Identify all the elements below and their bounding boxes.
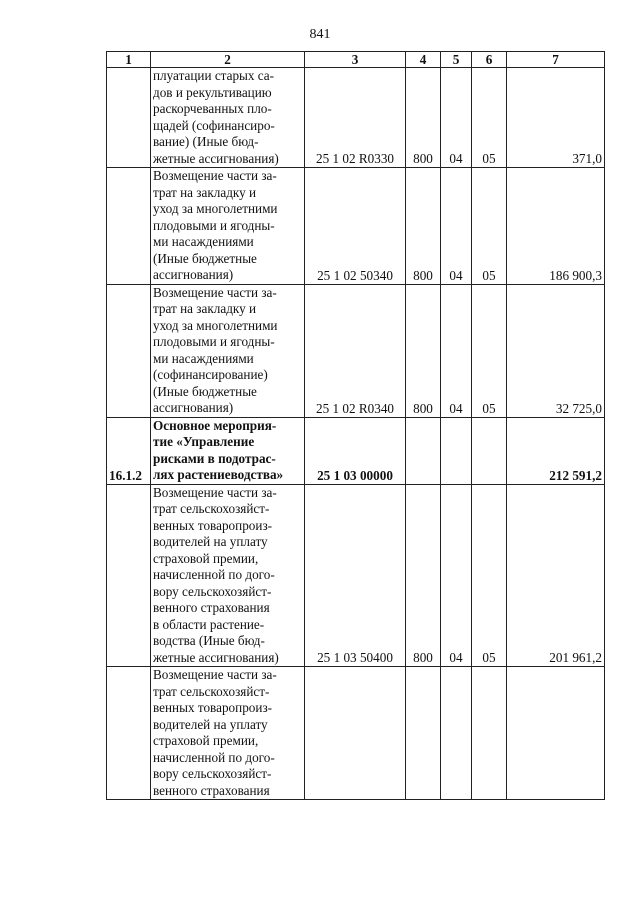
row-name-line: венных товаропроиз-	[153, 517, 273, 533]
row-number-cell: 16.1.2	[107, 417, 151, 484]
row-name-line: страховой премии,	[153, 733, 259, 748]
row-name-line: вание) (Иные бюд-	[153, 134, 259, 149]
row-name-line: страховой премии,	[153, 550, 259, 566]
row-col6-cell	[472, 667, 507, 800]
row-name-line: ми насаждениями	[153, 350, 254, 366]
header-col-5: 5	[441, 52, 472, 68]
row-col4-cell: 800	[406, 168, 441, 285]
header-col-1: 1	[107, 52, 151, 68]
row-code-cell: 25 1 02 R0340	[305, 284, 406, 417]
row-col6-cell: 05	[472, 284, 507, 417]
row-name-line: Возмещение части за-	[153, 284, 277, 300]
row-name-line: ассигнования)	[153, 400, 234, 415]
row-amount-cell: 201 961,2	[507, 484, 605, 667]
row-name-line: (Иные бюджетные	[153, 250, 257, 266]
header-col-6: 6	[472, 52, 507, 68]
row-amount-cell: 32 725,0	[507, 284, 605, 417]
row-number-cell	[107, 68, 151, 168]
row-amount-cell: 371,0	[507, 68, 605, 168]
row-name-cell	[151, 484, 305, 667]
row-number-cell	[107, 667, 151, 800]
row-col5-cell: 04	[441, 484, 472, 667]
row-col4-cell: 800	[406, 68, 441, 168]
row-number-cell	[107, 168, 151, 285]
row-name-line: раскорчеванных пло-	[153, 101, 272, 116]
row-name-line: щадей (софинансиро-	[153, 117, 275, 133]
row-name-line: венных товаропроиз-	[153, 700, 273, 715]
row-name-line: венного страхования	[153, 782, 270, 798]
row-name-line: трат сельскохозяйст-	[153, 683, 270, 699]
row-name-line: трат сельскохозяйст-	[153, 501, 270, 516]
row-col5-cell: 04	[441, 284, 472, 417]
table-row	[107, 667, 605, 800]
row-name-line: плодовыми и ягодны-	[153, 217, 275, 233]
row-name-cell	[151, 417, 305, 484]
row-name-line: плодовыми и ягодны-	[153, 334, 275, 349]
row-name-line: лях растениеводства»	[153, 467, 284, 482]
table-row	[107, 417, 605, 484]
row-name-line: Возмещение части за-	[153, 484, 277, 500]
row-name-line: водства (Иные бюд-	[153, 633, 265, 648]
header-col-4: 4	[406, 52, 441, 68]
row-col4-cell	[406, 417, 441, 484]
row-amount-cell: 212 591,2	[507, 417, 605, 484]
table-row	[107, 284, 605, 417]
table-row	[107, 168, 605, 285]
row-col4-cell: 800	[406, 484, 441, 667]
row-name-line: плуатации старых са-	[153, 68, 275, 83]
row-code-cell: 25 1 02 50340	[305, 168, 406, 285]
row-code-cell: 25 1 03 50400	[305, 484, 406, 667]
row-name-line: в области растение-	[153, 616, 265, 632]
row-name-line: вору сельскохозяйст-	[153, 583, 272, 599]
table-row	[107, 68, 605, 168]
row-code-cell: 25 1 02 R0330	[305, 68, 406, 168]
row-col4-cell: 800	[406, 284, 441, 417]
row-col5-cell	[441, 417, 472, 484]
row-name-line: трат на закладку и	[153, 301, 257, 316]
header-col-3: 3	[305, 52, 406, 68]
page-number: 841	[309, 27, 331, 42]
row-col6-cell: 05	[472, 68, 507, 168]
row-name-line: жетные ассигнования)	[153, 150, 279, 166]
row-col4-cell	[406, 667, 441, 800]
row-number-cell	[107, 284, 151, 417]
row-amount-cell: 186 900,3	[507, 168, 605, 285]
row-name-line: ми насаждениями	[153, 234, 254, 249]
row-name-line: начисленной по дого-	[153, 567, 275, 582]
row-name-line: уход за многолетними	[153, 317, 278, 333]
row-name-cell	[151, 68, 305, 168]
row-name-line: жетные ассигнования)	[153, 649, 279, 665]
row-name-line: уход за многолетними	[153, 201, 278, 216]
row-number-cell	[107, 484, 151, 667]
row-name-line: водителей на уплату	[153, 716, 268, 732]
row-name-line: рисками в подотрас-	[153, 450, 276, 466]
row-name-line: тие «Управление	[153, 434, 255, 449]
row-amount-cell	[507, 667, 605, 800]
row-name-line: начисленной по дого-	[153, 749, 275, 765]
row-name-line: водителей на уплату	[153, 534, 268, 549]
row-col6-cell: 05	[472, 484, 507, 667]
budget-table	[106, 51, 605, 800]
row-name-cell	[151, 168, 305, 285]
row-code-cell: 25 1 03 00000	[305, 417, 406, 484]
header-col-7: 7	[507, 52, 605, 68]
row-name-line: вору сельскохозяйст-	[153, 766, 272, 781]
row-name-line: дов и рекультивацию	[153, 84, 272, 100]
header-col-2: 2	[151, 52, 305, 68]
header-row	[107, 52, 605, 68]
row-col5-cell: 04	[441, 168, 472, 285]
row-code-cell	[305, 667, 406, 800]
row-col5-cell: 04	[441, 68, 472, 168]
row-name-line: трат на закладку и	[153, 184, 257, 200]
row-name-cell	[151, 667, 305, 800]
table-body	[107, 68, 605, 800]
row-name-line: венного страхования	[153, 600, 270, 615]
row-name-line: Основное мероприя-	[153, 417, 277, 433]
row-name-line: (Иные бюджетные	[153, 383, 257, 399]
row-name-line: ассигнования)	[153, 267, 234, 282]
row-col6-cell	[472, 417, 507, 484]
row-col5-cell	[441, 667, 472, 800]
row-name-line: (софинансирование)	[153, 367, 268, 382]
row-name-line: Возмещение части за-	[153, 168, 277, 183]
table-row	[107, 484, 605, 667]
row-name-line: Возмещение части за-	[153, 667, 277, 682]
row-col6-cell: 05	[472, 168, 507, 285]
row-name-cell	[151, 284, 305, 417]
